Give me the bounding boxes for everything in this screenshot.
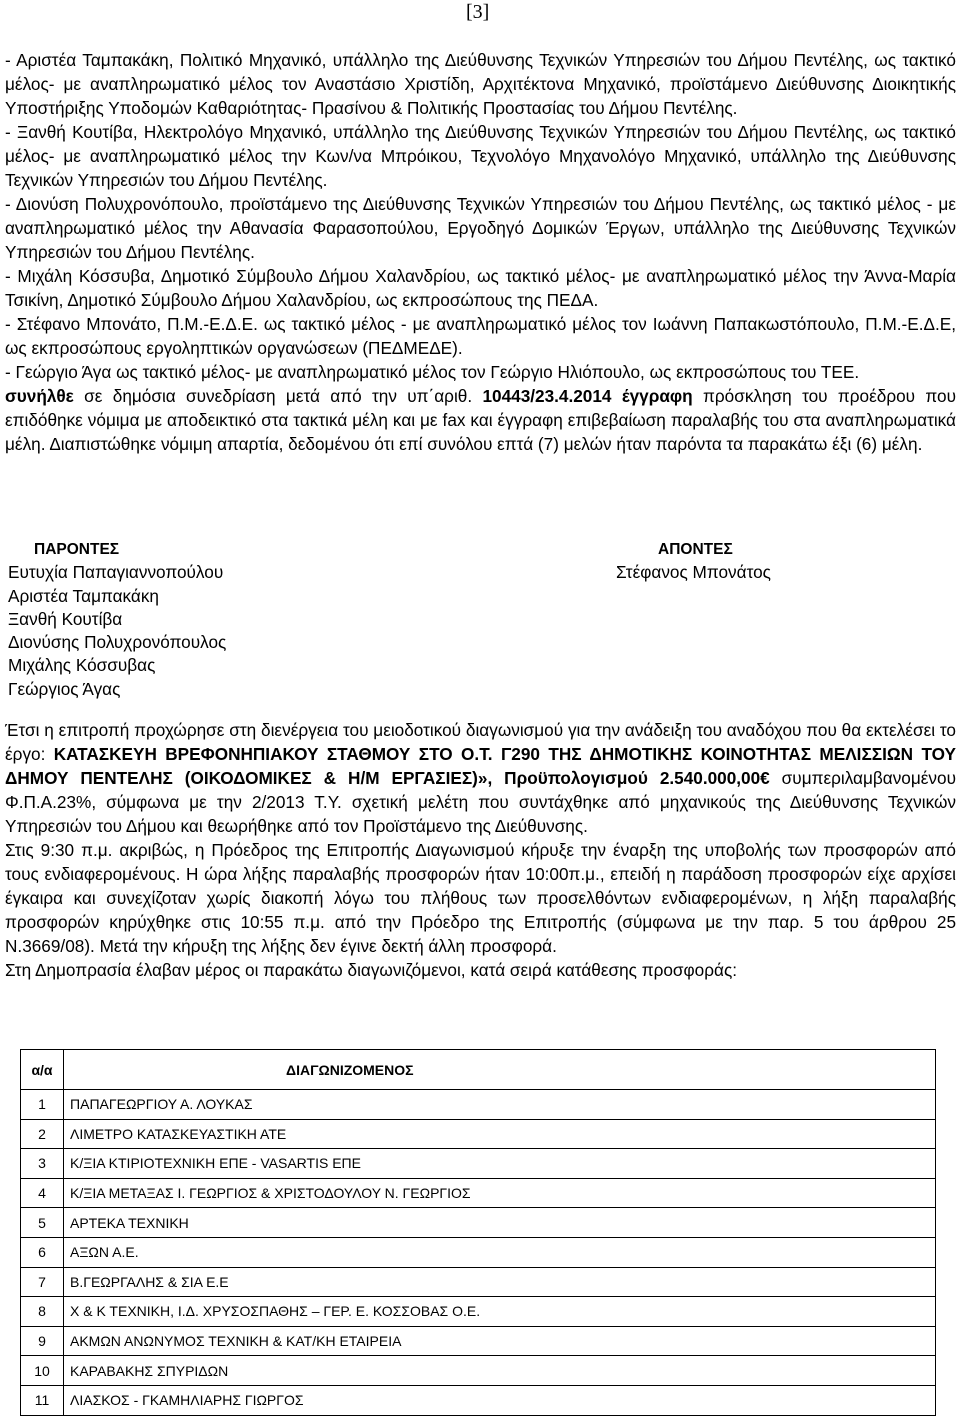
row-number: 4 bbox=[21, 1178, 64, 1208]
member-paragraph: - Ξανθή Κουτίβα, Ηλεκτρολόγο Μηχανικό, υπάλληλο της Διεύθυνσης Τεχνικών Υπηρεσιών του Δήμου Πεντέλης, ως τακτικό μέλος- με αναπληρωματικό μέλος την Κων/να Μπρόικου, Τεχνολόγο Μηχανολόγο Μηχανικό, υπάλληλο της Διεύθυνσης Τεχνικών Υπηρεσιών του Δήμου Πεντέλης. bbox=[5, 122, 956, 190]
member-paragraph: - Διονύση Πολυχρονόπουλο, προϊστάμενο της Διεύθυνσης Τεχνικών Υπηρεσιών του Δήμου Πεντέλης, ως τακτικό μέλος - με αναπληρωματικό μέλος την Αθανασία Φαρασοπούλου, Εργοδηγό Δομικών Έργων, υπάλληλο της Διεύθυνσης Τεχνικών Υπηρεσιών του Δήμου Πεντέλης. bbox=[5, 194, 956, 262]
meeting-paragraph bbox=[5, 384, 956, 456]
meeting-bold-start: συνήλθε bbox=[5, 386, 74, 406]
row-bidder: Χ & Κ ΤΕΧΝΙΚΗ, Ι.Δ. ΧΡΥΣΟΣΠΑΘΗΣ – ΓΕΡ. Ε. ΚΟΣΣΟΒΑΣ Ο.Ε. bbox=[64, 1297, 936, 1327]
attendance-section bbox=[0, 538, 960, 708]
row-number: 1 bbox=[21, 1090, 64, 1120]
present-name: Διονύσης Πολυχρονόπουλος bbox=[8, 632, 227, 653]
row-bidder: Κ/ΞΙΑ ΚΤΙΡΙΟΤΕΧΝΙΚΗ ΕΠΕ - VASARTIS ΕΠΕ bbox=[64, 1149, 936, 1179]
row-number: 5 bbox=[21, 1208, 64, 1238]
row-number: 9 bbox=[21, 1326, 64, 1356]
present-name: Αριστέα Ταμπακάκη bbox=[8, 585, 159, 606]
row-bidder: ΑΚΜΩΝ ΑΝΩΝΥΜΟΣ ΤΕΧΝΙΚΗ & ΚΑΤ/ΚΗ ΕΤΑΙΡΕΙΑ bbox=[64, 1326, 936, 1356]
header-bidder: ΔΙΑΓΩΝΙΖΟΜΕΝΟΣ bbox=[64, 1050, 936, 1090]
table-row bbox=[21, 1149, 936, 1179]
tender-text-a: Έτσι η επιτροπή προχώρησε στη διενέργεια του μειοδοτικού διαγωνισμού για την ανάδειξη του αναδόχου που θα εκτελέσει το έργο: bbox=[5, 720, 956, 764]
present-name: Γεώργιος Άγας bbox=[8, 678, 121, 699]
member-paragraph: - Γεώργιο Άγα ως τακτικό μέλος- με αναπληρωματικό μέλος τον Γεώργιο Ηλιόπουλο, ως εκπροσώπους του ΤΕΕ. bbox=[5, 362, 860, 382]
meeting-text-a: σε δημόσια συνεδρίαση μετά από την υπ΄αριθ. bbox=[73, 386, 483, 406]
present-heading: ΠΑΡΟΝΤΕΣ bbox=[34, 541, 120, 558]
committee-members-section bbox=[5, 48, 956, 456]
tender-section bbox=[5, 718, 956, 982]
absent-name: Στέφανος Μπονάτος bbox=[616, 562, 771, 583]
member-paragraph: - Μιχάλη Κόσσυβα, Δημοτικό Σύμβουλο Δήμου Χαλανδρίου, ως τακτικό μέλος- με αναπληρωματικό μέλος την Άννα-Μαρία Τσικίνη, Δημοτικό Σύμβουλο Δήμου Χαλανδρίου, ως εκπροσώπους της ΠΕΔΑ. bbox=[5, 266, 956, 310]
meeting-bold-ref: 10443/23.4.2014 έγγραφη bbox=[482, 386, 693, 406]
row-number: 3 bbox=[21, 1149, 64, 1179]
order-paragraph: Στη Δημοπρασία έλαβαν μέρος οι παρακάτω διαγωνιζόμενοι, κατά σειρά κατάθεσης προσφοράς: bbox=[5, 960, 738, 980]
present-column bbox=[8, 538, 408, 701]
row-bidder: Β.ΓΕΩΡΓΑΛΗΣ & ΣΙΑ Ε.Ε bbox=[64, 1267, 936, 1297]
table-row bbox=[21, 1356, 936, 1386]
row-number: 11 bbox=[21, 1385, 64, 1415]
time-paragraph: Στις 9:30 π.μ. ακριβώς, η Πρόεδρος της Επιτροπής Διαγωνισμού κήρυξε την έναρξη της υποβολής των προσφορών από τους ενδιαφερομένους. Η ώρα λήξης παραλαβής προσφορών ήταν 10:00π.μ., επειδή η παράδοση προσφορών είχε αρχίσει έγκαιρα και συνεχίζοταν χωρίς διακοπή λόγω του πλήθους των προσελθόντων ενδιαφερομένων, η λήξη παραλαβής προσφορών κηρύχθηκε στις 10:55 π.μ. από την Πρόεδρο της Επιτροπής (σύμφωνα με την παρ. 5 του άρθρου 25 Ν.3669/08). Μετά την κήρυξη της λήξης δεν έγινε δεκτή άλλη προσφορά. bbox=[5, 840, 956, 956]
row-bidder: Κ/ΞΙΑ ΜΕΤΑΞΑΣ Ι. ΓΕΩΡΓΙΟΣ & ΧΡΙΣΤΟΔΟΥΛΟΥ Ν. ΓΕΩΡΓΙΟΣ bbox=[64, 1178, 936, 1208]
absent-column bbox=[616, 538, 936, 585]
tender-project-title: ΚΑΤΑΣΚΕΥΗ ΒΡΕΦΟΝΗΠΙΑΚΟΥ ΣΤΑΘΜΟΥ ΣΤΟ Ο.Τ. Γ290 ΤΗΣ ΔΗΜΟΤΙΚΗΣ ΚΟΙΝΟΤΗΤΑΣ ΜΕΛΙΣΣΙΩΝ ΤΟΥ ΔΗΜΟΥ ΠΕΝΤΕΛΗΣ (ΟΙΚΟΔΟΜΙΚΕΣ & Η/Μ ΕΡΓΑΣΙΕΣ)», Προϋπολογισμού 2.540.000,00€ bbox=[5, 744, 956, 788]
row-number: 8 bbox=[21, 1297, 64, 1327]
row-bidder: ΚΑΡΑΒΑΚΗΣ ΣΠΥΡΙΔΩΝ bbox=[64, 1356, 936, 1386]
row-number: 7 bbox=[21, 1267, 64, 1297]
bidders-table bbox=[20, 1049, 936, 1416]
table-row bbox=[21, 1237, 936, 1267]
row-bidder: ΑΡΤΕΚΑ ΤΕΧΝΙΚΗ bbox=[64, 1208, 936, 1238]
present-name: Μιχάλης Κόσσυβας bbox=[8, 655, 156, 676]
present-name: Ευτυχία Παπαγιαννοπούλου bbox=[8, 562, 224, 583]
row-bidder: ΛΙΜΕΤΡΟ ΚΑΤΑΣΚΕΥΑΣΤΙΚΗ ΑΤΕ bbox=[64, 1119, 936, 1149]
table-row bbox=[21, 1385, 936, 1415]
table-header-row bbox=[21, 1050, 936, 1090]
table-row bbox=[21, 1326, 936, 1356]
table-row bbox=[21, 1297, 936, 1327]
row-bidder: ΠΑΠΑΓΕΩΡΓΙΟΥ Α. ΛΟΥΚΑΣ bbox=[64, 1090, 936, 1120]
header-number: α/α bbox=[21, 1050, 64, 1090]
row-bidder: ΑΞΩΝ Α.Ε. bbox=[64, 1237, 936, 1267]
member-paragraph: - Στέφανο Μπονάτο, Π.Μ.-Ε.Δ.Ε. ως τακτικό μέλος - με αναπληρωματικό μέλος τον Ιωάννη Παπακωστόπουλο, Π.Μ.-Ε.Δ.Ε, ως εκπροσώπους εργοληπτικών οργανώσεων (ΠΕΔΜΕΔΕ). bbox=[5, 314, 956, 358]
table-row bbox=[21, 1090, 936, 1120]
row-number: 6 bbox=[21, 1237, 64, 1267]
tender-text-b: συμπεριλαμβανομένου Φ.Π.Α.23%, σύμφωνα με την 2/2013 Τ.Υ. σχετική μελέτη που συντάχθηκε από μηχανικούς της Διεύθυνσης Τεχνικών Υπηρεσιών του Δήμου και θεωρήθηκε από τον Προϊστάμενο της Διεύθυνσης. bbox=[5, 768, 956, 836]
meeting-text-b: πρόσκληση του προέδρου που επιδόθηκε νόμιμα με αποδεικτικό στα τακτικά μέλη και με fax και έγγραφη επιβεβαίωση παραλαβής του στα αναπληρωματικά μέλη. Διαπιστώθηκε νόμιμη απαρτία, δεδομένου ότι επί συνόλου επτά (7) μελών ήταν παρόντα τα παρακάτω έξι (6) μέλη. bbox=[5, 386, 956, 454]
table-row bbox=[21, 1178, 936, 1208]
tender-paragraph bbox=[5, 718, 956, 838]
member-paragraph: - Αριστέα Ταμπακάκη, Πολιτικό Μηχανικό, υπάλληλο της Διεύθυνσης Τεχνικών Υπηρεσιών του Δήμου Πεντέλης, ως τακτικό μέλος- με αναπληρωματικό μέλος τον Αναστάσιο Χριστίδη, Αρχιτέκτονα Μηχανικό, προϊστάμενο Διεύθυνσης Διοικητικής Υποστήριξης Υποδομών Καθαριότητας- Πρασίνου & Πολιτικής Προστασίας του Δήμου Πεντέλης. bbox=[5, 50, 956, 118]
table-row bbox=[21, 1267, 936, 1297]
row-number: 10 bbox=[21, 1356, 64, 1386]
table-row bbox=[21, 1119, 936, 1149]
page-number: [3] bbox=[466, 1, 490, 23]
table-row bbox=[21, 1208, 936, 1238]
row-bidder: ΛΙΑΣΚΟΣ - ΓΚΑΜΗΛΙΑΡΗΣ ΓΙΩΡΓΟΣ bbox=[64, 1385, 936, 1415]
absent-heading: ΑΠΟΝΤΕΣ bbox=[658, 541, 733, 558]
row-number: 2 bbox=[21, 1119, 64, 1149]
present-name: Ξανθή Κουτίβα bbox=[8, 608, 123, 629]
